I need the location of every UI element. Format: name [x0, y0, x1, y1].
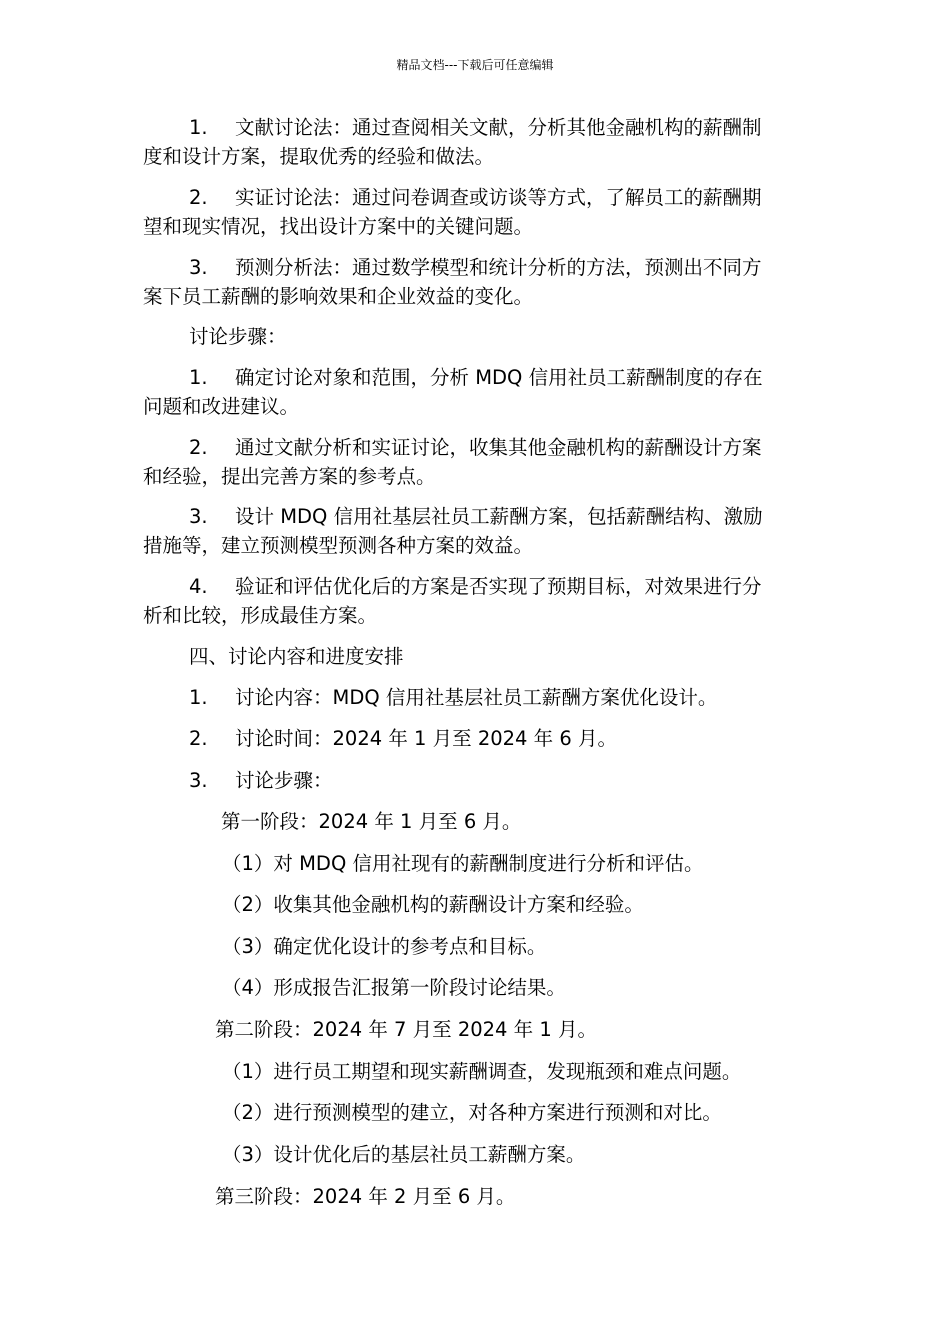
paragraph-line — [189, 503, 763, 531]
page-header: 精品文档---下载后可任意编辑 — [396, 58, 554, 72]
line-text: 问题和改进建议。 — [143, 395, 300, 418]
list-number: 3. — [189, 505, 208, 528]
line-text: 第三阶段：2024 年 2 月至 6 月。 — [215, 1185, 516, 1208]
line-text: （3）设计优化后的基层社员工薪酬方案。 — [222, 1143, 586, 1166]
line-text: （3）确定优化设计的参考点和目标。 — [222, 935, 547, 958]
line-text: 讨论时间：2024 年 1 月至 2024 年 6 月。 — [235, 727, 617, 750]
phase-item — [222, 850, 704, 878]
line-text: （1）进行员工期望和现实薪酬调查，发现瓶颈和难点问题。 — [222, 1060, 742, 1083]
phase-item — [222, 891, 644, 919]
line-text: （4）形成报告汇报第一阶段讨论结果。 — [222, 976, 566, 999]
line-text: 和经验，提出完善方案的参考点。 — [143, 465, 436, 488]
line-text: （2）收集其他金融机构的薪酬设计方案和经验。 — [222, 893, 644, 916]
list-number: 3. — [189, 769, 208, 792]
paragraph-line — [143, 143, 494, 171]
line-text: 预测分析法：通过数学模型和统计分析的方法，预测出不同方 — [235, 256, 762, 279]
line-text: 讨论内容：MDQ 信用社基层社员工薪酬方案优化设计。 — [235, 686, 718, 709]
line-text: 验证和评估优化后的方案是否实现了预期目标，对效果进行分 — [235, 575, 762, 598]
line-text: 案下员工薪酬的影响效果和企业效益的变化。 — [143, 285, 534, 308]
paragraph-line — [189, 434, 762, 462]
line-text: 设计 MDQ 信用社基层社员工薪酬方案，包括薪酬结构、激励 — [235, 505, 763, 528]
paragraph-line — [189, 364, 763, 392]
list-number: 2. — [189, 727, 208, 750]
line-text: 第一阶段：2024 年 1 月至 6 月。 — [221, 810, 522, 833]
paragraph-line — [189, 767, 333, 795]
phase-item — [222, 1141, 585, 1169]
paragraph-line — [189, 725, 617, 753]
section-heading — [189, 323, 287, 351]
paragraph-line — [189, 573, 762, 601]
phase-heading — [221, 808, 521, 836]
paragraph-line — [143, 213, 533, 241]
line-text: 确定讨论对象和范围，分析 MDQ 信用社员工薪酬制度的存在 — [235, 366, 763, 389]
paragraph-line — [143, 393, 299, 421]
list-number: 2. — [189, 186, 208, 209]
phase-item — [222, 1058, 741, 1086]
list-number: 1. — [189, 116, 208, 139]
paragraph-line — [143, 463, 436, 491]
list-number: 4. — [189, 575, 208, 598]
line-text: 四、讨论内容和进度安排 — [189, 645, 404, 668]
phase-item — [222, 1099, 722, 1127]
paragraph-line — [143, 532, 533, 560]
line-text: 讨论步骤： — [189, 325, 287, 348]
line-text: 措施等，建立预测模型预测各种方案的效益。 — [143, 534, 534, 557]
line-text: 讨论步骤： — [235, 769, 333, 792]
paragraph-line — [189, 254, 762, 282]
paragraph-line — [143, 602, 377, 630]
line-text: 度和设计方案，提取优秀的经验和做法。 — [143, 145, 495, 168]
paragraph-line — [189, 684, 717, 712]
paragraph-line — [189, 184, 762, 212]
line-text: 文献讨论法：通过查阅相关文献，分析其他金融机构的薪酬制 — [235, 116, 762, 139]
phase-heading — [215, 1183, 515, 1211]
list-number: 2. — [189, 436, 208, 459]
line-text: （1）对 MDQ 信用社现有的薪酬制度进行分析和评估。 — [222, 852, 704, 875]
list-number: 1. — [189, 366, 208, 389]
line-text: 实证讨论法：通过问卷调查或访谈等方式，了解员工的薪酬期 — [235, 186, 762, 209]
section-heading — [189, 643, 404, 671]
list-number: 3. — [189, 256, 208, 279]
list-number: 1. — [189, 686, 208, 709]
phase-heading — [215, 1016, 597, 1044]
line-text: （2）进行预测模型的建立，对各种方案进行预测和对比。 — [222, 1101, 722, 1124]
line-text: 第二阶段：2024 年 7 月至 2024 年 1 月。 — [215, 1018, 597, 1041]
paragraph-line — [143, 283, 533, 311]
paragraph-line — [189, 114, 762, 142]
line-text: 析和比较，形成最佳方案。 — [143, 604, 378, 627]
phase-item — [222, 933, 546, 961]
line-text: 望和现实情况，找出设计方案中的关键问题。 — [143, 215, 534, 238]
phase-item — [222, 974, 566, 1002]
line-text: 通过文献分析和实证讨论，收集其他金融机构的薪酬设计方案 — [235, 436, 762, 459]
